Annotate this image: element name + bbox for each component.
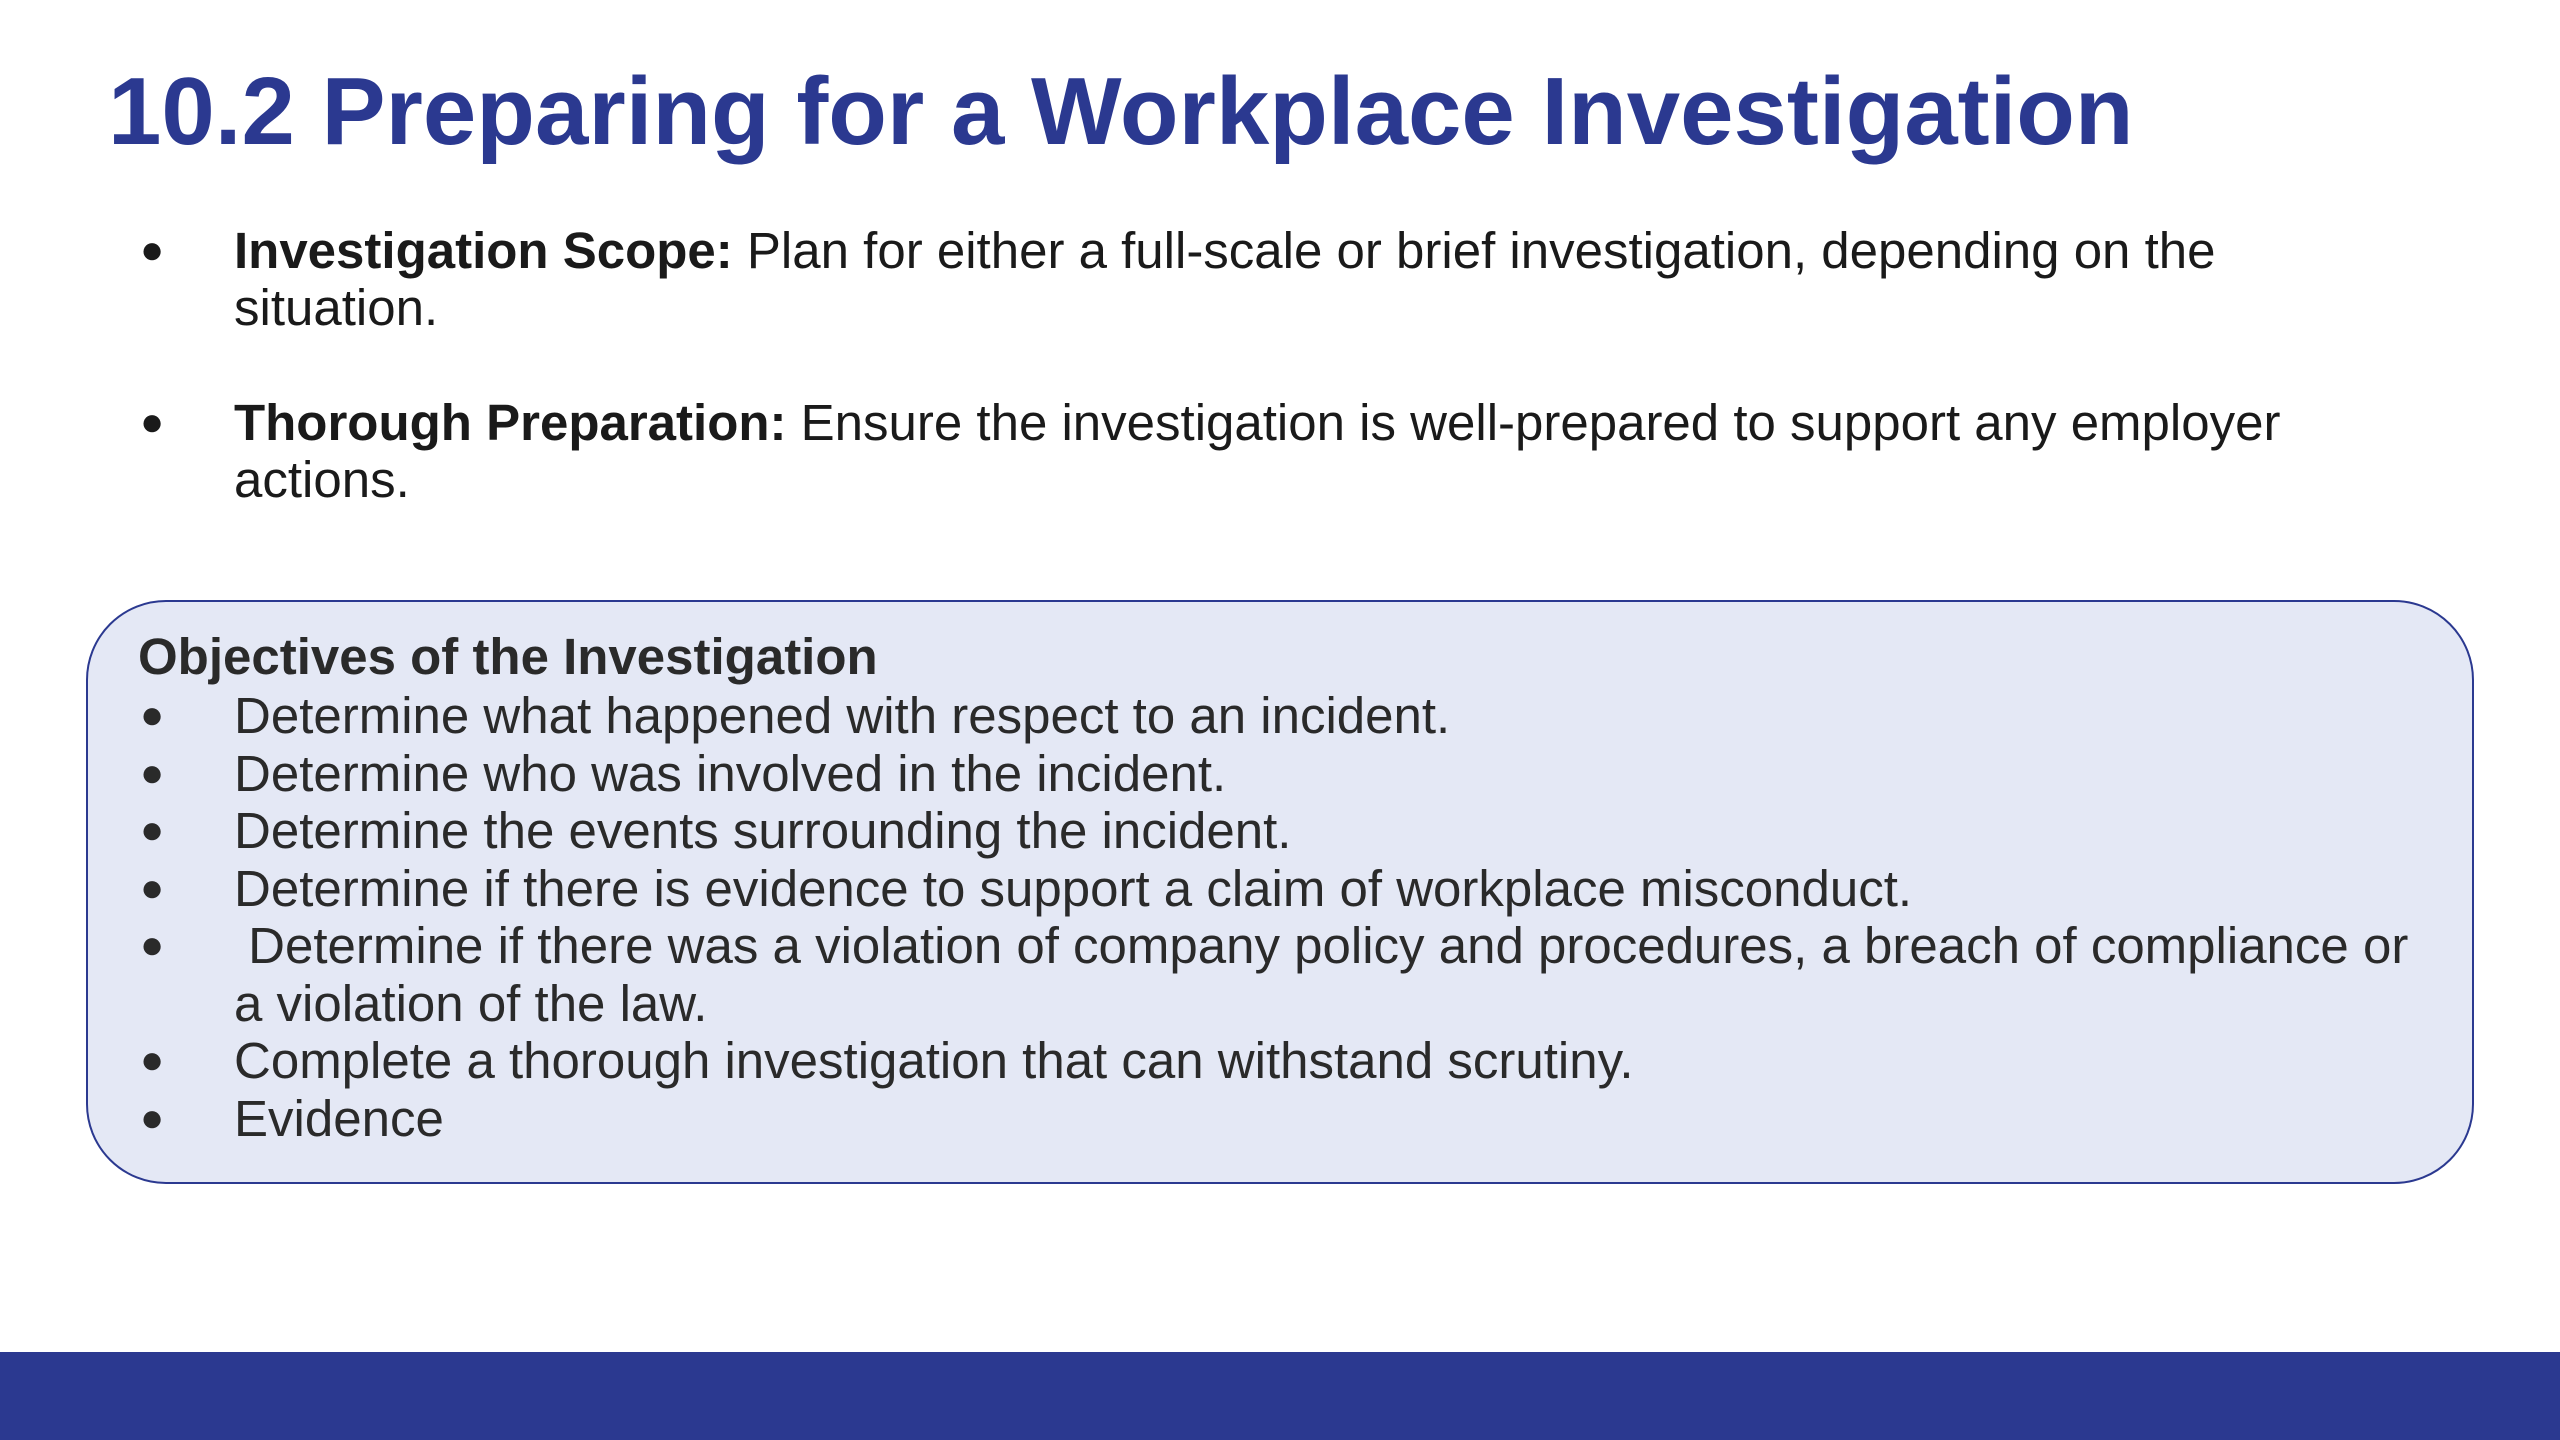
objective-text: Determine if there was a violation of company policy and procedures, a breach of compliance or a violation of the law. bbox=[234, 917, 2423, 1032]
objective-item bbox=[0, 687, 2560, 745]
bullet-icon: ● bbox=[140, 923, 165, 967]
objectives-title: Objectives of the Investigation bbox=[138, 628, 878, 685]
bullet-icon: ● bbox=[140, 1038, 165, 1082]
intro-bullet-lead: Thorough Preparation: bbox=[234, 394, 787, 451]
objective-item bbox=[0, 1090, 2560, 1148]
intro-bullet-lead: Investigation Scope: bbox=[234, 222, 733, 279]
intro-bullet-scope bbox=[0, 222, 2560, 336]
bullet-icon: ● bbox=[140, 1095, 165, 1140]
objectives-list bbox=[0, 687, 2560, 1147]
bullet-icon: ● bbox=[140, 808, 165, 852]
objective-item bbox=[0, 860, 2560, 918]
bullet-icon: ● bbox=[140, 750, 165, 795]
bullet-icon: ● bbox=[140, 865, 165, 910]
slide-title: 10.2 Preparing for a Workplace Investigation bbox=[108, 58, 2134, 165]
objective-text: Determine what happened with respect to an incident. bbox=[234, 687, 1451, 744]
objective-text: Evidence bbox=[234, 1089, 444, 1147]
bullet-icon: ● bbox=[140, 400, 165, 444]
objective-item bbox=[0, 1032, 2560, 1090]
objective-item bbox=[0, 917, 2560, 1032]
objective-text: Determine who was involved in the incident. bbox=[234, 744, 1227, 802]
bullet-icon: ● bbox=[140, 693, 165, 737]
objective-item bbox=[0, 745, 2560, 803]
objective-text: Determine if there is evidence to support a claim of workplace misconduct. bbox=[234, 859, 1913, 917]
bullet-icon: ● bbox=[140, 228, 165, 272]
objective-text: Determine the events surrounding the incident. bbox=[234, 802, 1292, 859]
objective-text: Complete a thorough investigation that can withstand scrutiny. bbox=[234, 1032, 1634, 1089]
footer-bar bbox=[0, 1352, 2560, 1440]
intro-bullet-preparation bbox=[0, 394, 2560, 508]
intro-bullet-list bbox=[0, 222, 2560, 566]
intro-bullet-text: Ensure the investigation is well-prepared to support any employer actions. bbox=[234, 394, 2281, 508]
objective-item bbox=[0, 802, 2560, 860]
intro-bullet-text: Plan for either a full-scale or brief investigation, depending on the situation. bbox=[234, 222, 2216, 336]
